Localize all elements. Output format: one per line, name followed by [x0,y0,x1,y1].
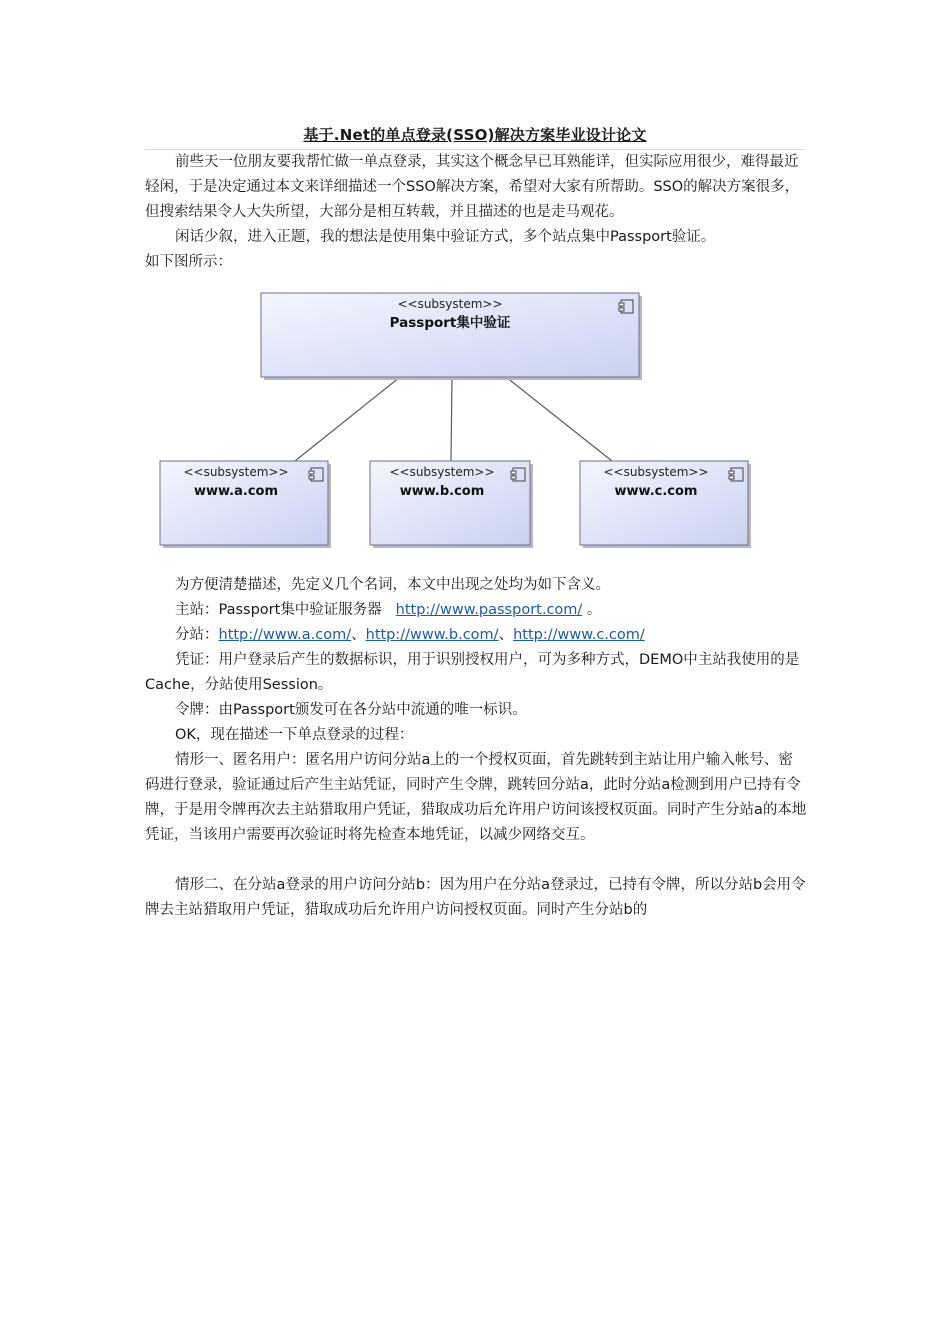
definition-token [145,698,807,723]
definition-text: ：由Passport颁发可在各分站中流通的唯一标识。 [204,702,527,718]
definition-term: 分站 [175,627,204,643]
passport-subsystem-box [261,293,642,380]
definition-term: 令牌 [175,702,204,718]
site-c-link[interactable]: http://www.c.com/ [513,627,645,643]
passport-link[interactable]: http://www.passport.com/ [395,602,583,618]
site-b-link[interactable]: http://www.b.com/ [365,627,499,643]
site-b-label: www.b.com [399,484,485,499]
site-a-stereotype: <<subsystem>> [183,465,289,479]
connector-line-c [506,377,612,461]
passport-stereotype: <<subsystem>> [397,297,503,311]
site-a-link[interactable]: http://www.a.com/ [218,627,352,643]
process-case-2: 情形二、在分站a登录的用户访问分站b：因为用户在分站a登录过，已持有令牌，所以分站b会用令牌去主站猎取用户凭证，猎取成功后允许用户访问授权页面。同时产生分站b的 [145,877,806,918]
process-intro: OK，现在描述一下单点登录的过程： [175,727,414,743]
definition-end: 。 [586,602,602,618]
separator: 、 [498,627,514,643]
definitions-intro: 为方便清楚描述，先定义几个名词，本文中出现之处均为如下含义。 [175,577,610,593]
definition-text: ：用户登录后产生的数据标识，用于识别授权用户，可为多种方式，DEMO中主站我使用的是Cache，分站使用Session。 [145,652,800,693]
site-b-subsystem-box [370,461,533,548]
definition-credential [145,648,807,698]
intro-paragraph-1: 前些天一位朋友要我帮忙做一单点登录，其实这个概念早已耳熟能详，但实际应用很少，难得最近轻闲，于是决定通过本文来详细描述一个SSO解决方案，希望对大家有所帮助。SSO的解决方案很多，但搜索结果令人大失所望，大部分是相互转载，并且描述的也是走马观花。 [145,154,800,220]
process-case-1: 情形一、匿名用户：匿名用户访问分站a上的一个授权页面，首先跳转到主站让用户输入帐号、密码进行登录，验证通过后产生主站凭证，同时产生令牌，跳转回分站a，此时分站a检测到用户已持有令牌，于是用令牌再次去主站猎取用户凭证，猎取成功后允许用户访问该授权页面。同时产生分站a的本地凭证，当该用户需要再次验证时将先检查本地凭证，以减少网络交互。 [145,752,807,843]
site-c-stereotype: <<subsystem>> [603,465,709,479]
connector-line-a [295,377,400,461]
site-c-label: www.c.com [614,484,698,499]
connector-line-b [451,377,452,461]
definition-term: 凭证 [175,652,204,668]
definition-colon: ： [204,627,219,643]
site-c-subsystem-box [580,461,751,548]
definition-text: ：Passport集中验证服务器 [204,602,382,618]
sso-architecture-diagram [150,285,755,555]
intro-paragraph-2: 闲话少叙，进入正题，我的想法是使用集中验证方式，多个站点集中Passport验证。 [175,229,716,245]
separator: 、 [351,627,366,643]
definition-sub-sites [145,623,807,648]
definition-main-site [145,598,807,623]
passport-label: Passport集中验证 [389,315,511,331]
site-a-subsystem-box [160,461,331,548]
intro-paragraph-3: 如下图所示： [145,254,232,270]
page-title: 基于.Net的单点登录(SSO)解决方案毕业设计论文 [303,126,647,144]
definition-term: 主站 [175,602,204,618]
site-b-stereotype: <<subsystem>> [389,465,495,479]
site-a-label: www.a.com [193,484,279,499]
